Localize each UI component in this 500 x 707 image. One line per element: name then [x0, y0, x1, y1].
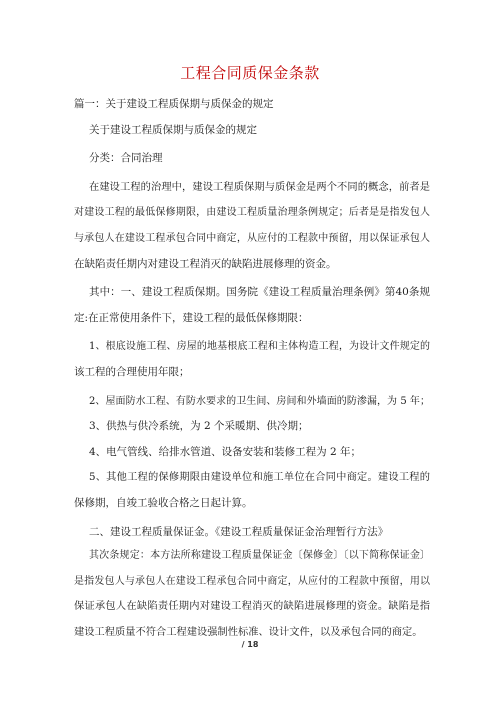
document-line: 1、根底设施工程、房屋的地基根底工程和主体构造工程，为设计文件规定的	[89, 341, 430, 353]
document-line: 其次条规定：本方法所称建设工程质量保证金〔保修金〕〔以下简称保证金〕	[89, 550, 430, 562]
document-line: 保修期，自竣工验收合格之日起计算。	[74, 496, 253, 509]
document-line: 建设工程质量不符合工程建设强制性标准、设计文件，以及承包合同的商定。	[74, 625, 423, 638]
document-body	[74, 93, 430, 644]
document-line: 分类：合同治理	[89, 152, 163, 165]
document-line: 5、其他工程的保修期限由建设单位和施工单位在合同中商定。建设工程的	[89, 471, 430, 484]
document-line: 二、建设工程质量保证金。《建设工程质量保证金治理暂行方法》	[89, 525, 389, 538]
document-line: 在缺陷责任期内对建设工程消灭的缺陷进展修理的资金。	[74, 257, 337, 270]
document-line: 该工程的合理使用年限；	[74, 365, 190, 378]
document-line: 与承包人在建设工程承包合同中商定，从应付的工程款中预留，用以保证承包人	[74, 232, 430, 244]
page-number: / 18	[241, 640, 259, 649]
document-line: 关于建设工程质保期与质保金的规定	[89, 123, 257, 136]
document-title: 工程合同质保金条款	[180, 64, 320, 82]
document-line: 在建设工程的治理中，建设工程质保期与质保金是两个不同的概念，前者是	[89, 180, 430, 193]
document-line: 是指发包人与承包人在建设工程承包合同中商定，从应付的工程款中预留，用以	[74, 575, 430, 587]
document-line: 对建设工程的最低保修期限，由建设工程质量治理条例规定；后者是是指发包人	[74, 207, 430, 219]
document-line: 篇一：关于建设工程质保期与质保金的规定	[74, 98, 274, 110]
document-line: 其中：一、建设工程质保期。国务院《建设工程质量治理条例》第40条规	[89, 286, 430, 299]
document-line: 定:在正常使用条件下，建设工程的最低保修期限：	[74, 311, 309, 324]
document-line: 3、供热与供冷系统，为 2 个采暖期、供冷期；	[89, 420, 309, 433]
document-line: 4、电气管线、给排水管道、设备安装和装修工程为 2 年；	[89, 445, 362, 458]
document-line: 保证承包人在缺陷责任期内对建设工程消灭的缺陷进展修理的资金。缺陷是指	[74, 600, 430, 613]
document-line: 2、屋面防水工程、有防水要求的卫生间、房间和外墙面的防渗漏，为 5 年；	[89, 395, 430, 407]
